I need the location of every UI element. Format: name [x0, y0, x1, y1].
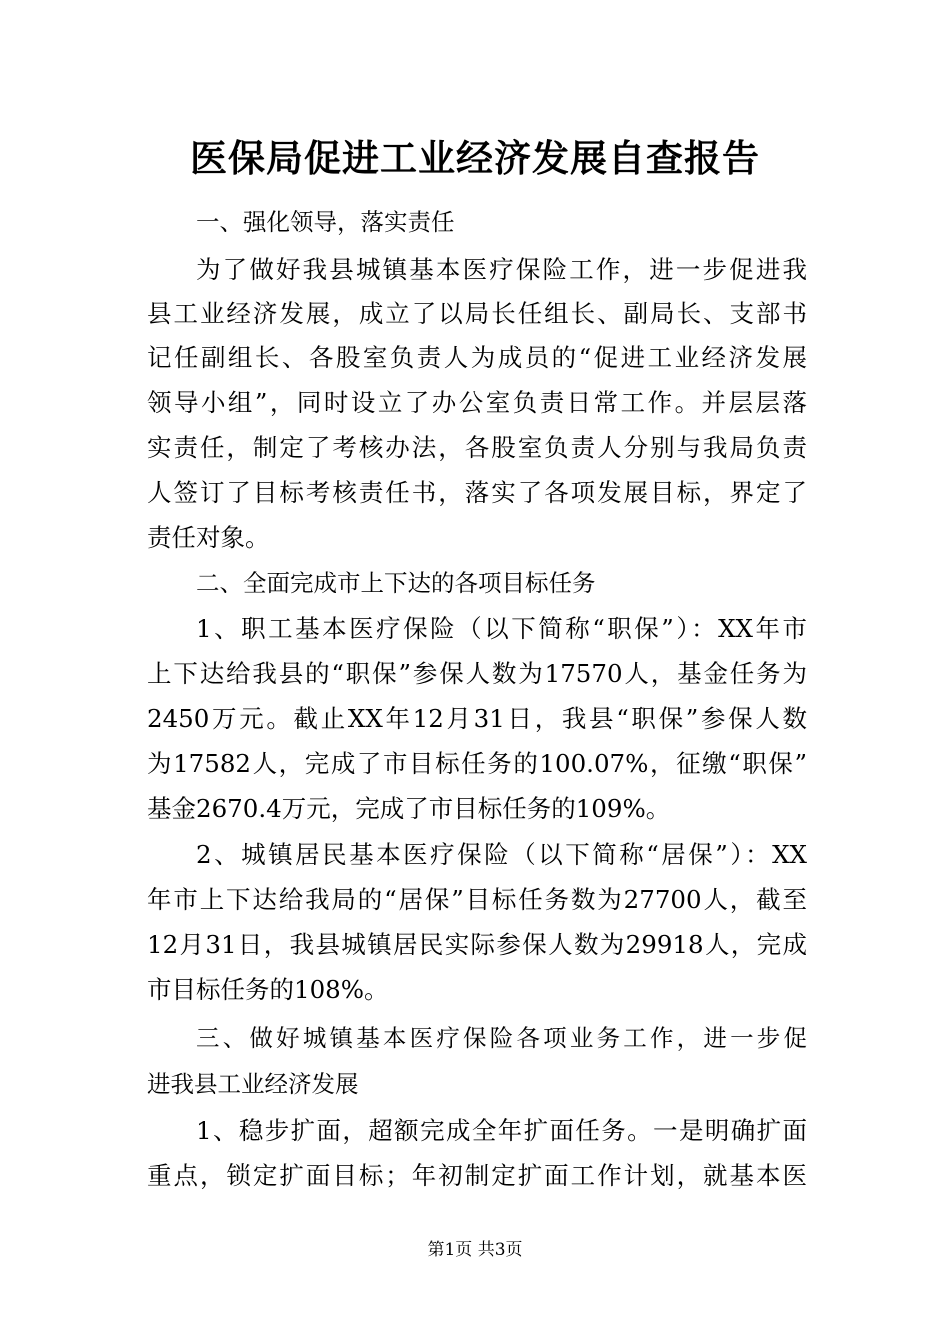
- paragraph-line: 市目标任务的108%。: [147, 975, 389, 1004]
- paragraph-line: 人签订了目标考核责任书，落实了各项发展目标，界定了: [147, 478, 807, 507]
- paragraph-line: 实责任，制定了考核办法，各股室负责人分别与我局负责: [147, 433, 807, 462]
- section-heading: 一、强化领导，落实责任: [196, 208, 455, 236]
- paragraph-line: 重点，锁定扩面目标；年初制定扩面工作计划，就基本医: [147, 1161, 807, 1190]
- paragraph-line: 2450万元。截止XX年12月31日，我县“职保”参保人数: [147, 704, 807, 733]
- section-heading: 二、全面完成市上下达的各项目标任务: [196, 569, 596, 597]
- paragraph-line: 1、稳步扩面，超额完成全年扩面任务。一是明确扩面: [196, 1116, 807, 1145]
- paragraph-line: 领导小组”，同时设立了办公室负责日常工作。并层层落: [147, 388, 807, 417]
- section-heading: 进我县工业经济发展: [147, 1070, 359, 1098]
- paragraph-line: 1、职工基本医疗保险（以下简称“职保”）：XX年市: [196, 614, 807, 643]
- document-title: 医保局促进工业经济发展自查报告: [190, 136, 760, 180]
- paragraph-line: 责任对象。: [147, 523, 270, 552]
- paragraph-line: 记任副组长、各股室负责人为成员的“促进工业经济发展: [147, 343, 807, 372]
- paragraph-line: 为了做好我县城镇基本医疗保险工作，进一步促进我: [196, 255, 807, 284]
- paragraph-line: 基金2670.4万元，完成了市目标任务的109%。: [147, 794, 671, 823]
- page-indicator: 第1页 共3页: [427, 1240, 523, 1260]
- paragraph-line: 上下达给我县的“职保”参保人数为17570人，基金任务为: [147, 659, 807, 688]
- section-heading: 三、做好城镇基本医疗保险各项业务工作，进一步促: [196, 1024, 807, 1052]
- paragraph-line: 县工业经济发展，成立了以局长任组长、副局长、支部书: [147, 299, 807, 328]
- paragraph-line: 年市上下达给我局的“居保”目标任务数为27700人，截至: [147, 885, 807, 914]
- paragraph-line: 12月31日，我县城镇居民实际参保人数为29918人，完成: [147, 930, 807, 959]
- paragraph-line: 为17582人，完成了市目标任务的100.07%，征缴“职保”: [147, 749, 807, 778]
- paragraph-line: 2、城镇居民基本医疗保险（以下简称“居保”）：XX: [196, 840, 807, 869]
